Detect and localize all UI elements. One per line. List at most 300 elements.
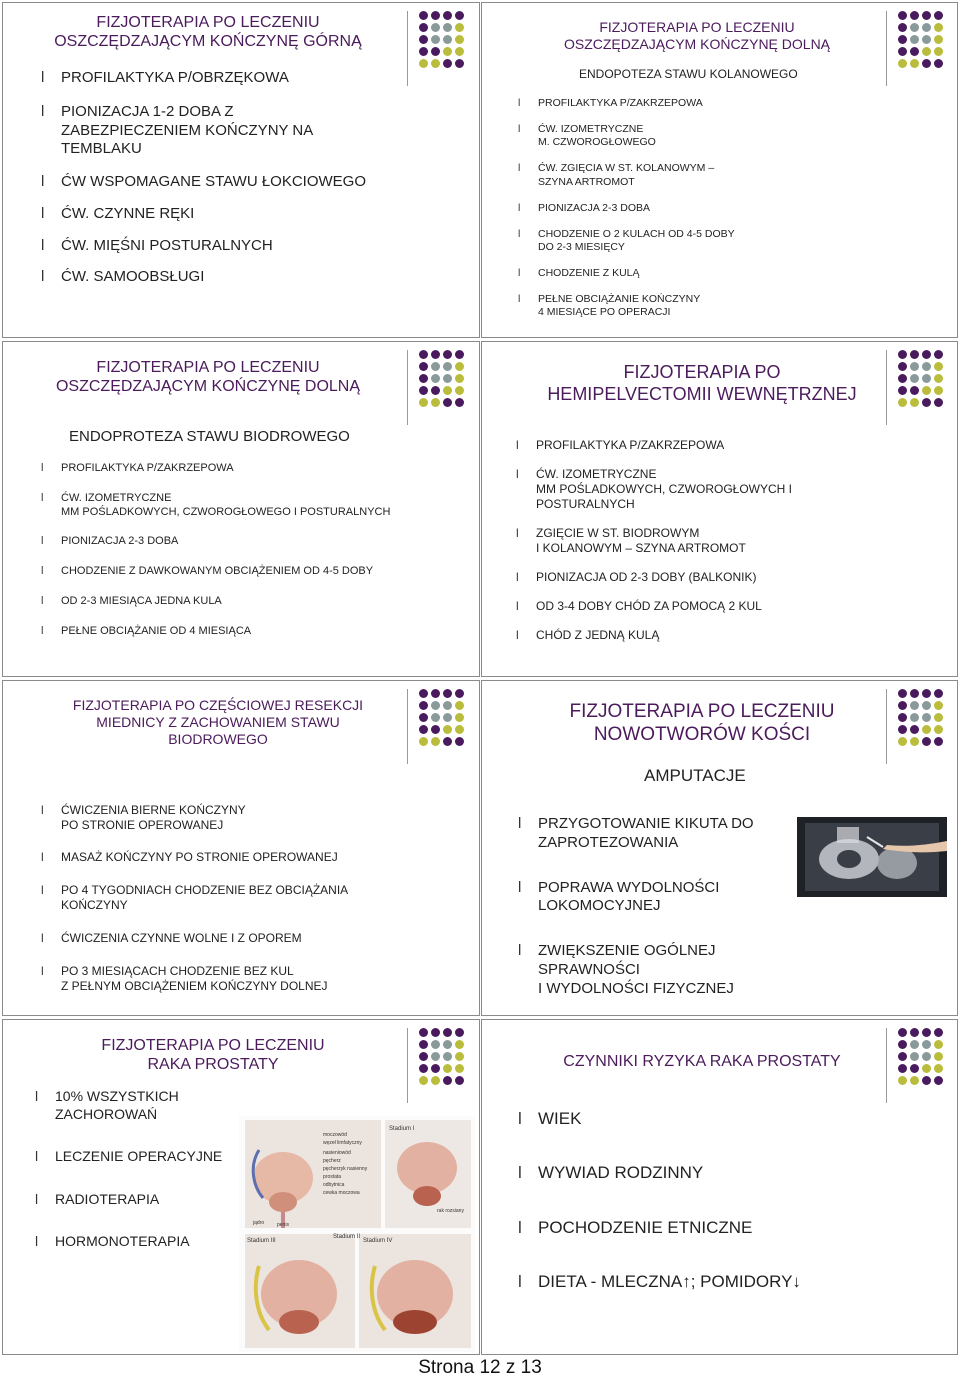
slide-1 (2, 2, 480, 338)
decor-dot (898, 725, 907, 734)
bullet-item (41, 492, 471, 520)
bullet-text: l PIONIZACJA 1-2 DOBA Z (61, 102, 234, 120)
decor-dot (455, 59, 464, 68)
decor-dot (922, 1052, 931, 1061)
slide-title: FIZJOTERAPIA PO LECZENIU OSZCZĘDZAJĄCYM KOŃCZYNĘ DOLNĄ (55, 359, 361, 396)
bullet-item (516, 526, 916, 556)
bullet-text: l CHÓD Z JEDNĄ KULĄ (536, 628, 660, 642)
bullet-item (41, 803, 461, 833)
bullet-item (516, 599, 916, 614)
bullet-item (516, 628, 916, 643)
decor-dot (419, 725, 428, 734)
decor-dot (934, 1064, 943, 1073)
bullet-item (518, 162, 918, 188)
decor-dot (898, 1028, 907, 1037)
bullet-text: MM POŚLADKOWYCH, CZWOROGŁOWEGO I POSTURALNYCH (61, 505, 391, 518)
decor-dot (934, 374, 943, 383)
decor-dot (922, 398, 931, 407)
bullet-item (41, 462, 471, 476)
decor-dot (455, 1040, 464, 1049)
decor-dot (898, 350, 907, 359)
decor-dot (431, 59, 440, 68)
decor-dots (898, 350, 943, 407)
decor-dot (455, 350, 464, 359)
bullet-text: I WYDOLNOŚCI FIZYCZNEJ (538, 979, 734, 997)
decor-dot (898, 398, 907, 407)
bullet-list (516, 438, 916, 643)
stage-label: Stadium II (333, 1234, 361, 1240)
decor-dot (910, 11, 919, 20)
slide-subtitle: ENDOPROTEZA STAWU BIODROWEGO (69, 428, 350, 445)
bullet-text: l OD 2-3 MIESIĄCA JEDNA KULA (61, 594, 222, 607)
bullet-item (518, 942, 808, 998)
bullet-text: l MASAŻ KOŃCZYNY PO STRONIE OPEROWANEJ (61, 850, 338, 864)
anatomy-label: węzeł limfatyczny (323, 1140, 362, 1146)
anatomy-label: penis (277, 1222, 289, 1228)
decor-dot (898, 386, 907, 395)
bullet-item (518, 815, 808, 853)
decor-dot (431, 386, 440, 395)
bullet-text: l HORMONOTERAPIA (55, 1233, 190, 1249)
decor-dot (934, 386, 943, 395)
bullet-list (518, 1108, 918, 1292)
decor-dot (419, 374, 428, 383)
decor-dot (922, 1076, 931, 1085)
slide-title: FIZJOTERAPIA PO LECZENIU RAKA PROSTATY (101, 1037, 325, 1074)
bullet-list (41, 69, 461, 287)
bullet-item (41, 237, 461, 256)
decor-dot (443, 1076, 452, 1085)
decor-dot (443, 59, 452, 68)
bullet-text: l POCHODZENIE ETNICZNE (538, 1217, 753, 1237)
decor-dot (910, 59, 919, 68)
anatomy-label: jądro (253, 1220, 265, 1226)
decor-dot (922, 737, 931, 746)
divider-line (407, 350, 408, 425)
bullet-text: l 10% WSZYSTKICH ZACHOROWAŃ (55, 1088, 179, 1122)
decor-dot (443, 713, 452, 722)
decor-dot (431, 11, 440, 20)
bullet-list (41, 803, 461, 994)
bullet-item (518, 202, 918, 215)
decor-dot (455, 23, 464, 32)
bullet-item (518, 879, 808, 917)
decor-dot (910, 1052, 919, 1061)
decor-dot (922, 1028, 931, 1037)
decor-dot (455, 1052, 464, 1061)
decor-dot (910, 386, 919, 395)
decor-dot (443, 737, 452, 746)
decor-dot (431, 1028, 440, 1037)
slide-title: FIZJOTERAPIA PO LECZENIU OSZCZĘDZAJĄCYM KOŃCZYNĘ DOLNĄ (563, 19, 831, 52)
decor-dot (443, 689, 452, 698)
decor-dot (922, 374, 931, 383)
slide-title: FIZJOTERAPIA PO LECZENIU OSZCZĘDZAJĄCYM KOŃCZYNĘ GÓRNĄ (54, 14, 362, 51)
bullet-item (516, 438, 916, 453)
bullet-text: l WYWIAD RODZINNY (538, 1163, 704, 1183)
bullet-text: l ĆW. MIĘŚNI POSTURALNYCH (61, 236, 273, 254)
bullet-text: KOŃCZYNY (61, 898, 128, 912)
bullet-text: l DIETA - MLECZNA↑; POMIDORY↓ (538, 1271, 801, 1291)
anatomy-label: cewka moczowa (323, 1190, 360, 1196)
decor-dot (934, 701, 943, 710)
decor-dot (934, 350, 943, 359)
decor-dot (419, 1028, 428, 1037)
bullet-text: M. CZWOROGŁOWEGO (538, 136, 656, 149)
bullet-item (35, 1233, 255, 1251)
bullet-item (518, 1217, 918, 1238)
decor-dot (443, 35, 452, 44)
decor-dot (910, 350, 919, 359)
decor-dot (431, 362, 440, 371)
decor-dot (419, 23, 428, 32)
bullet-text: l PROFILAKTYKA P/OBRZĘKOWA (61, 69, 289, 86)
decor-dot (443, 47, 452, 56)
bullet-text: TEMBLAKU (61, 140, 142, 158)
bullet-text: l CHODZENIE Z DAWKOWANYM OBCIĄŻENIEM OD 4-5 DOBY (61, 565, 374, 577)
bullet-list (41, 462, 471, 638)
bullet-text: l OD 3-4 DOBY CHÓD ZA POMOCĄ 2 KUL (536, 599, 762, 613)
decor-dot (922, 23, 931, 32)
decor-dot (910, 1064, 919, 1073)
decor-dot (922, 701, 931, 710)
decor-dot (898, 737, 907, 746)
bullet-item (518, 1162, 918, 1183)
bullet-text: ZAPROTEZOWANIA (538, 833, 679, 851)
bullet-text: l ĆW. IZOMETRYCZNE (61, 491, 172, 504)
decor-dot (934, 59, 943, 68)
bullet-item (41, 173, 461, 192)
decor-dot (455, 398, 464, 407)
bullet-list (35, 1088, 255, 1251)
decor-dot (910, 689, 919, 698)
decor-dot (910, 737, 919, 746)
decor-dot (419, 11, 428, 20)
decor-dot (443, 725, 452, 734)
anatomy-label: nasieniowód (323, 1150, 351, 1156)
decor-dot (934, 1040, 943, 1049)
bullet-item (41, 565, 471, 579)
bullet-text: l PO 4 TYGODNIACH CHODZENIE BEZ OBCIĄŻANIA (61, 883, 349, 897)
decor-dot (443, 398, 452, 407)
decor-dot (898, 35, 907, 44)
bullet-text: l ĆW. SAMOOBSŁUGI (61, 268, 205, 286)
slide-title: FIZJOTERAPIA PO CZĘŚCIOWEJ RESEKCJI MIEDNICY Z ZACHOWANIEM STAWU BIODROWEGO (72, 697, 364, 747)
decor-dot (922, 386, 931, 395)
bullet-item (41, 883, 461, 913)
decor-dot (934, 1076, 943, 1085)
decor-dot (922, 350, 931, 359)
decor-dots (898, 689, 943, 746)
decor-dot (455, 35, 464, 44)
decor-dot (443, 1052, 452, 1061)
decor-dot (898, 1076, 907, 1085)
bullet-text: l ĆW. ZGIĘCIA W ST. KOLANOWYM – (538, 162, 715, 175)
decor-dot (934, 35, 943, 44)
decor-dot (455, 1076, 464, 1085)
decor-dots (419, 1028, 464, 1085)
divider-line (886, 1028, 887, 1103)
decor-dot (431, 350, 440, 359)
bullet-text: LOKOMOCYJNEJ (538, 897, 661, 915)
decor-dot (443, 1040, 452, 1049)
slide-2 (481, 2, 958, 338)
slide-7 (2, 1019, 480, 1355)
decor-dot (898, 11, 907, 20)
bullet-text: ZABEZPIECZENIEM KOŃCZYNY NA (61, 121, 314, 139)
decor-dot (922, 11, 931, 20)
stage-label: Stadium I (389, 1126, 415, 1132)
decor-dot (910, 713, 919, 722)
decor-dots (898, 11, 943, 68)
decor-dot (934, 23, 943, 32)
decor-dot (443, 23, 452, 32)
xray-photo-image (797, 817, 947, 897)
bullet-text: Z PEŁNYM OBCIĄŻENIEM KOŃCZYNY DOLNEJ (61, 979, 328, 993)
slide-3 (2, 341, 480, 677)
decor-dot (898, 23, 907, 32)
bullet-item (35, 1088, 255, 1123)
bullet-item (41, 268, 461, 287)
decor-dot (431, 398, 440, 407)
prostate-cancer-stages-diagram (239, 1116, 475, 1352)
decor-dot (431, 374, 440, 383)
bullet-item (41, 595, 471, 609)
decor-dots (419, 11, 464, 68)
decor-dot (419, 1052, 428, 1061)
bullet-list (518, 97, 918, 319)
bullet-item (41, 69, 461, 88)
decor-dot (910, 1040, 919, 1049)
decor-dot (431, 1064, 440, 1073)
decor-dot (910, 23, 919, 32)
stage-label: Stadium IV (363, 1238, 393, 1244)
anatomy-label: prostata (323, 1174, 342, 1180)
bullet-text: l LECZENIE OPERACYJNE (55, 1148, 223, 1164)
decor-dot (419, 1064, 428, 1073)
bullet-item (35, 1191, 255, 1209)
slide-5 (2, 680, 480, 1016)
decor-dot (455, 725, 464, 734)
decor-dot (898, 1064, 907, 1073)
decor-dot (443, 11, 452, 20)
decor-dot (443, 701, 452, 710)
bullet-item (35, 1148, 255, 1166)
bullet-item (518, 1108, 918, 1129)
decor-dot (431, 725, 440, 734)
decor-dot (922, 689, 931, 698)
bullet-item (41, 931, 461, 946)
bullet-text: l CHODZENIE O 2 KULACH OD 4-5 DOBY (538, 227, 735, 240)
decor-dot (455, 701, 464, 710)
decor-dot (419, 386, 428, 395)
bullet-item (518, 97, 918, 110)
bullet-text: POSTURALNYCH (536, 497, 635, 511)
decor-dot (419, 59, 428, 68)
bullet-item (41, 850, 461, 865)
bullet-text: l PRZYGOTOWANIE KIKUTA DO (538, 815, 754, 832)
decor-dot (455, 689, 464, 698)
decor-dot (922, 725, 931, 734)
decor-dot (910, 398, 919, 407)
bullet-item (516, 570, 916, 585)
decor-dot (922, 713, 931, 722)
bullet-text: l ZGIĘCIE W ST. BIODROWYM (536, 526, 700, 540)
bullet-item (518, 267, 918, 280)
decor-dot (910, 35, 919, 44)
decor-dot (455, 1064, 464, 1073)
bullet-text: l ĆWICZENIA CZYNNE WOLNE I Z OPOREM (61, 931, 302, 945)
bullet-text: I KOLANOWYM – SZYNA ARTROMOT (536, 541, 746, 555)
decor-dot (934, 362, 943, 371)
bullet-item (518, 1271, 918, 1292)
slide-title: CZYNNIKI RYZYKA RAKA PROSTATY (563, 1053, 841, 1070)
bullet-text: SZYNA ARTROMOT (538, 175, 635, 188)
bullet-text: l PIONIZACJA 2-3 DOBA (61, 535, 179, 548)
decor-dot (934, 1052, 943, 1061)
bullet-text: l PROFILAKTYKA P/ZAKRZEPOWA (536, 438, 725, 452)
decor-dot (898, 47, 907, 56)
bullet-text: l ĆW. CZYNNE RĘKI (61, 204, 195, 222)
bullet-item (518, 228, 918, 254)
decor-dot (934, 713, 943, 722)
divider-line (407, 1028, 408, 1103)
decor-dot (431, 701, 440, 710)
bullet-text: l ĆW. IZOMETRYCZNE (536, 467, 657, 481)
anatomy-label: odbytnica (323, 1182, 345, 1188)
bullet-text: l PROFILAKTYKA P/ZAKRZEPOWA (538, 97, 703, 109)
bullet-text: l CHODZENIE Z KULĄ (538, 267, 640, 279)
decor-dot (455, 362, 464, 371)
bullet-text: l ĆW WSPOMAGANE STAWU ŁOKCIOWEGO (61, 173, 367, 190)
divider-line (886, 11, 887, 86)
decor-dot (443, 350, 452, 359)
decor-dots (419, 689, 464, 746)
bullet-list (518, 815, 808, 998)
decor-dot (455, 713, 464, 722)
decor-dot (419, 713, 428, 722)
bullet-text: l PO 3 MIESIĄCACH CHODZENIE BEZ KUL (61, 964, 294, 978)
decor-dot (922, 47, 931, 56)
slide-title: FIZJOTERAPIA PO LECZENIU NOWOTWORÓW KOŚCI (569, 701, 835, 745)
decor-dots (898, 1028, 943, 1085)
decor-dot (455, 47, 464, 56)
decor-dot (934, 11, 943, 20)
decor-dot (910, 725, 919, 734)
decor-dot (431, 713, 440, 722)
decor-dot (443, 386, 452, 395)
decor-dot (431, 689, 440, 698)
decor-dot (419, 350, 428, 359)
bullet-item (518, 123, 918, 149)
bullet-text: l ĆWICZENIA BIERNE KOŃCZYNY (61, 803, 246, 817)
decor-dot (419, 689, 428, 698)
decor-dot (443, 362, 452, 371)
decor-dot (419, 1040, 428, 1049)
decor-dot (898, 362, 907, 371)
decor-dot (431, 737, 440, 746)
bullet-text: l PEŁNE OBCIĄŻANIE KOŃCZYNY (538, 293, 701, 306)
decor-dot (431, 35, 440, 44)
decor-dot (419, 398, 428, 407)
decor-dot (431, 1040, 440, 1049)
anatomy-label: moczowód (323, 1132, 347, 1138)
decor-dot (922, 1064, 931, 1073)
decor-dot (419, 701, 428, 710)
decor-dot (922, 59, 931, 68)
bullet-item (516, 467, 916, 512)
decor-dot (898, 1040, 907, 1049)
decor-dot (898, 713, 907, 722)
decor-dot (419, 35, 428, 44)
decor-dot (910, 1076, 919, 1085)
decor-dot (443, 1064, 452, 1073)
decor-dot (910, 701, 919, 710)
decor-dot (455, 374, 464, 383)
decor-dot (455, 1028, 464, 1037)
decor-dot (898, 374, 907, 383)
decor-dot (910, 1028, 919, 1037)
decor-dot (443, 1028, 452, 1037)
decor-dot (455, 11, 464, 20)
bullet-text: 4 MIESIĄCE PO OPERACJI (538, 306, 671, 319)
bullet-item (41, 964, 461, 994)
decor-dot (934, 725, 943, 734)
bullet-text: l ZWIĘKSZENIE OGÓLNEJ SPRAWNOŚCI (538, 942, 716, 978)
decor-dot (910, 374, 919, 383)
bullet-item (41, 205, 461, 224)
slide-6 (481, 680, 958, 1016)
anatomy-label: pęcherzyk nasienny (323, 1166, 368, 1172)
decor-dot (431, 1076, 440, 1085)
bullet-text: l WIEK (538, 1109, 582, 1128)
decor-dot (431, 47, 440, 56)
decor-dot (898, 689, 907, 698)
decor-dot (934, 737, 943, 746)
bullet-text: PO STRONIE OPEROWANEJ (61, 818, 224, 832)
bullet-text: l PIONIZACJA OD 2-3 DOBY (BALKONIK) (536, 570, 757, 584)
decor-dot (898, 1052, 907, 1061)
stage-label: Stadium III (247, 1238, 276, 1244)
anatomy-label: pęcherz (323, 1158, 341, 1164)
decor-dot (922, 1040, 931, 1049)
decor-dot (922, 362, 931, 371)
bullet-text: l POPRAWA WYDOLNOŚCI (538, 878, 720, 896)
bullet-text: MM POŚLADKOWYCH, CZWOROGŁOWYCH I (536, 482, 793, 496)
decor-dot (934, 1028, 943, 1037)
decor-dot (898, 701, 907, 710)
page-footer: Strona 12 z 13 (418, 1357, 542, 1378)
decor-dot (419, 737, 428, 746)
decor-dot (419, 47, 428, 56)
bullet-text: l PEŁNE OBCIĄŻANIE OD 4 MIESIĄCA (61, 624, 252, 637)
decor-dot (898, 59, 907, 68)
decor-dot (934, 398, 943, 407)
decor-dot (455, 737, 464, 746)
decor-dots (419, 350, 464, 407)
slide-4 (481, 341, 958, 677)
bullet-text: l PIONIZACJA 2-3 DOBA (538, 201, 651, 214)
decor-dot (934, 47, 943, 56)
bullet-item (518, 293, 918, 319)
bullet-item (41, 625, 471, 639)
decor-dot (910, 47, 919, 56)
bullet-text: DO 2-3 MIESIĘCY (538, 240, 625, 253)
bullet-item (41, 103, 461, 159)
bullet-item (41, 535, 471, 549)
decor-dot (419, 1076, 428, 1085)
decor-dot (431, 1052, 440, 1061)
